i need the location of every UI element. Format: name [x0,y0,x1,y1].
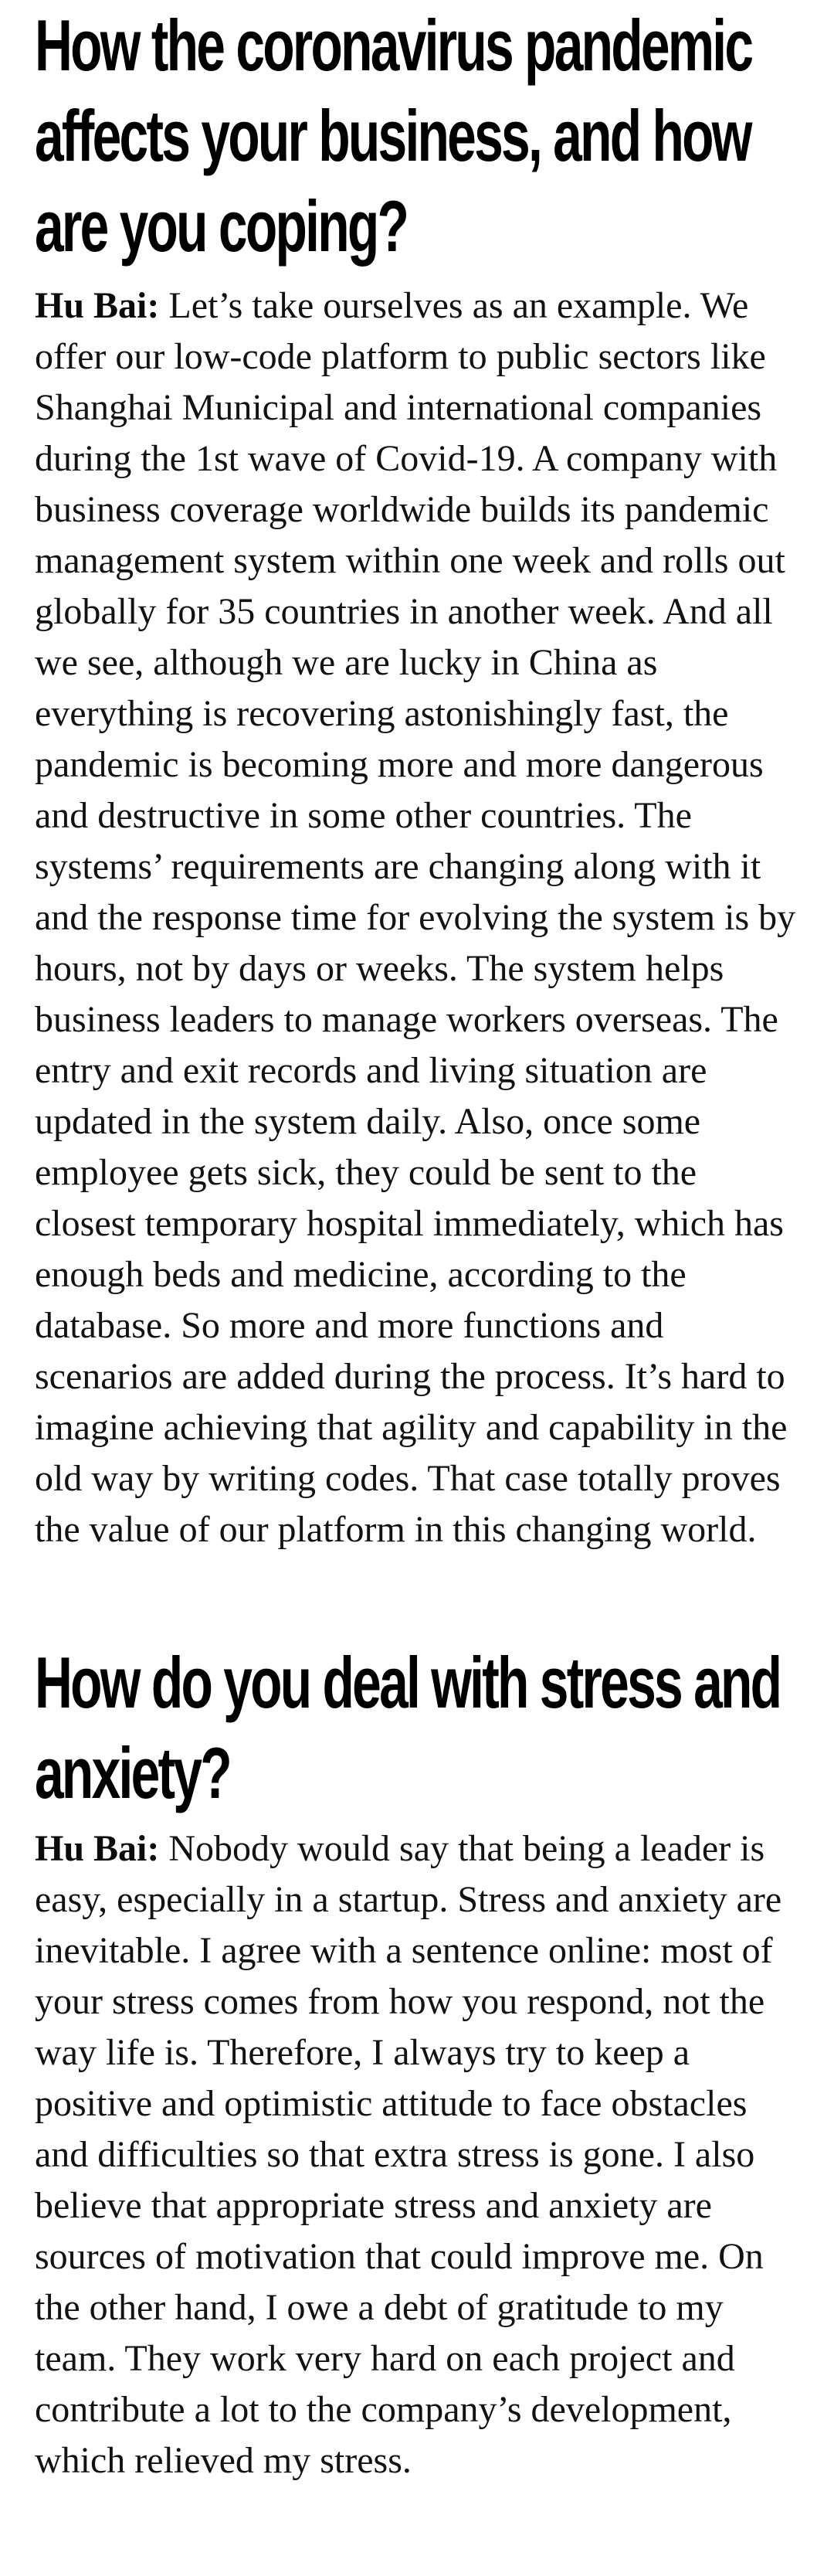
answer-text: Nobody would say that being a leader is easy, especially in a startup. Stress and anxiety are inevitable. I agree with a sentence online: most of your stress comes from how you respond, not the way life is. Therefore, I always try to keep a positive and optimistic attitude to face obstacles and difficulties so that extra stress is gone. I also believe that appropriate stress and anxiety are sources of motivation that could improve me. On the other hand, I owe a debt of gratitude to my team. They work very hard on each project and contribute a lot to the company’s development, which relieved my stress. [35,1828,782,2481]
question-heading-pandemic: How the coronavirus pandemic affects your business, and how are you coping? [35,5,752,267]
answer-paragraph-pandemic [35,280,799,1555]
speaker-label: Hu Bai: [35,1828,160,1869]
article-section-coping [35,0,799,1555]
speaker-label: Hu Bai: [35,285,160,326]
article-body [35,0,799,2486]
question-heading-stress: How do you deal with stress and anxiety? [35,1642,781,1813]
answer-paragraph-stress [35,1823,799,2486]
article-section-stress [35,1637,799,2486]
answer-text: Let’s take ourselves as an example. We offer our low-code platform to public sectors like Shanghai Municipal and international companies during the 1st wave of Covid-19. A company with business coverage worldwide builds its pandemic management system within one week and rolls out globally for 35 countries in another week. And all we see, although we are lucky in China as everything is recovering astonishingly fast, the pandemic is becoming more and more dangerous and destructive in some other countries. The systems’ requirements are changing along with it and the response time for evolving the system is by hours, not by days or weeks. The system helps business leaders to manage workers overseas. The entry and exit records and living situation are updated in the system daily. Also, once some employee gets sick, they could be sent to the closest temporary hospital immediately, which has enough beds and medicine, according to the database. So more and more functions and scenarios are added during the process. It’s hard to imagine achieving that agility and capability in the old way by writing codes. That case totally proves the value of our platform in this changing world. [35,285,796,1550]
